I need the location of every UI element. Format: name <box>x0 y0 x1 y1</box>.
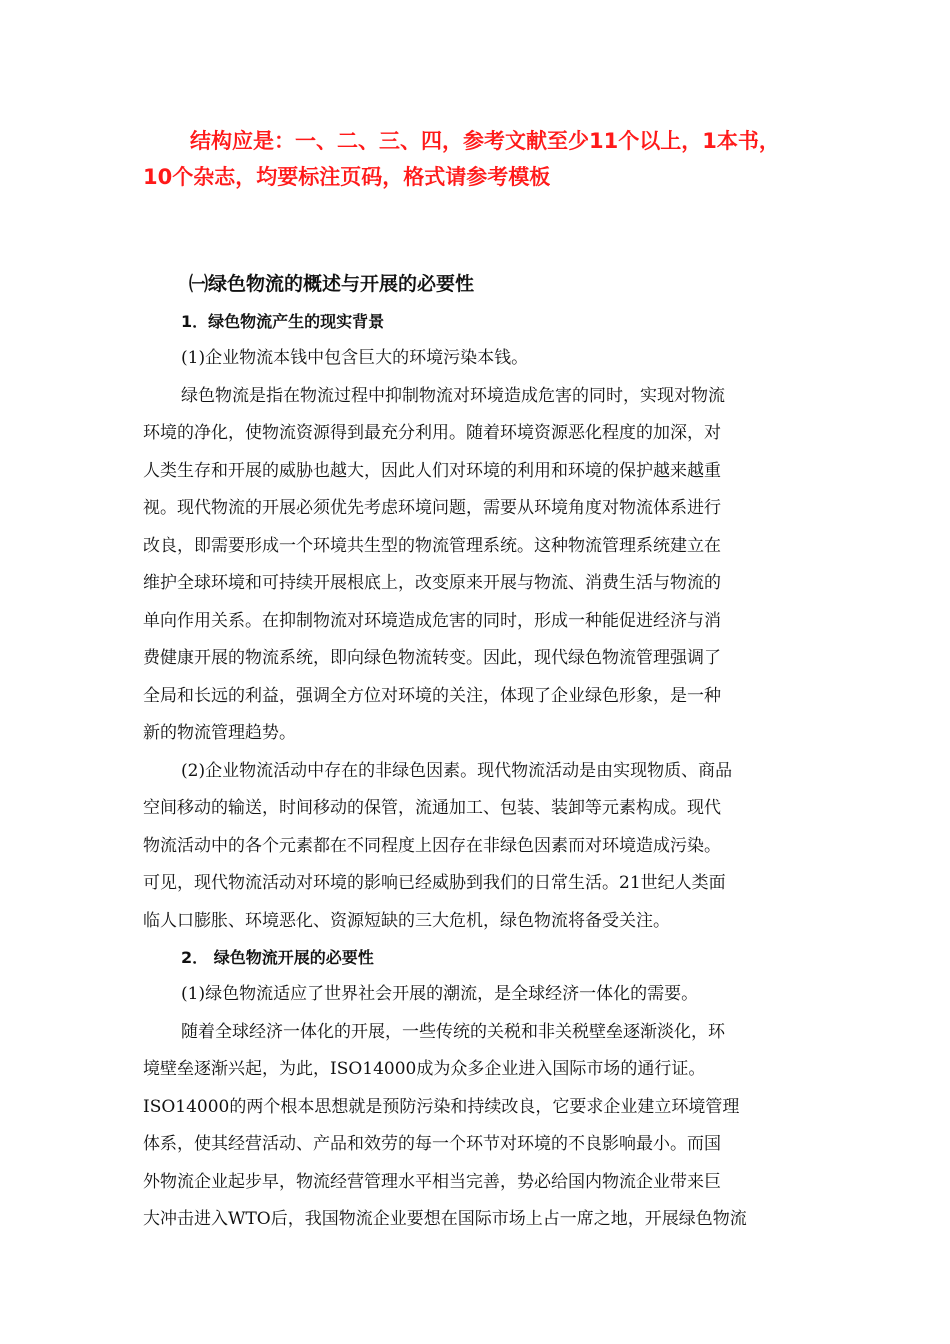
subsection-heading-2: 2． 绿色物流开展的必要性 <box>181 948 374 967</box>
paragraph-line: 视。现代物流的开展必须优先考虑环境问题，需要从环境角度对物流体系进行 <box>143 498 721 518</box>
paragraph-line: 改良，即需要形成一个环境共生型的物流管理系统。这种物流管理系统建立在 <box>143 535 721 556</box>
paragraph-line: 物流活动中的各个元素都在不同程度上因存在非绿色因素而对环境造成污染。 <box>143 835 721 856</box>
paragraph-line: (2)企业物流活动中存在的非绿色因素。现代物流活动是由实现物质、商品 <box>181 760 733 781</box>
subsection-heading-1: 1．绿色物流产生的现实背景 <box>181 312 385 331</box>
paragraph-line: 新的物流管理趋势。 <box>143 723 296 743</box>
paragraph-line: 空间移动的输送，时间移动的保管，流通加工、包装、装卸等元素构成。现代 <box>143 798 721 818</box>
paragraph-line: ISO14000的两个根本思想就是预防污染和持续改良，它要求企业建立环境管理 <box>143 1096 740 1117</box>
paragraph-line: 人类生存和开展的威胁也越大，因此人们对环境的利用和环境的保护越来越重 <box>143 460 721 481</box>
paragraph-line: 境壁垒逐渐兴起，为此，ISO14000成为众多企业进入国际市场的通行证。 <box>143 1059 706 1079</box>
paragraph-line: 临人口膨胀、环境恶化、资源短缺的三大危机，绿色物流将备受关注。 <box>143 910 670 931</box>
red-instruction-note <box>143 123 823 195</box>
section-heading: ㈠绿色物流的概述与开展的必要性 <box>189 273 475 295</box>
instruction-line-2: 10个杂志，均要标注页码，格式请参考模板 <box>143 165 551 189</box>
paragraph-line: 体系，使其经营活动、产品和效劳的每一个环节对环境的不良影响最小。而国 <box>143 1134 721 1154</box>
paragraph-line: 单向作用关系。在抑制物流对环境造成危害的同时，形成一种能促进经济与消 <box>143 610 721 631</box>
instruction-line-1: 结构应是：一、二、三、四，参考文献至少11个以上，1本书， <box>190 129 780 153</box>
paragraph-line: 费健康开展的物流系统，即向绿色物流转变。因此，现代绿色物流管理强调了 <box>143 648 721 668</box>
paragraph-line: 可见，现代物流活动对环境的影响已经威胁到我们的日常生活。21世纪人类面 <box>143 873 726 893</box>
paragraph-line: 全局和长远的利益，强调全方位对环境的关注，体现了企业绿色形象，是一种 <box>143 685 721 706</box>
paragraph-line: (1)绿色物流适应了世界社会开展的潮流，是全球经济一体化的需要。 <box>181 984 699 1004</box>
document-body <box>143 264 808 1239</box>
paragraph-line: 环境的净化，使物流资源得到最充分利用。随着环境资源恶化程度的加深，对 <box>143 423 721 443</box>
paragraph-line: 随着全球经济一体化的开展，一些传统的关税和非关税壁垒逐渐淡化，环 <box>181 1021 725 1042</box>
paragraph-line: 大冲击进入WTO后，我国物流企业要想在国际市场上占一席之地，开展绿色物流 <box>143 1209 747 1229</box>
paragraph-line: (1)企业物流本钱中包含巨大的环境污染本钱。 <box>181 348 529 368</box>
paragraph-line: 维护全球环境和可持续开展根底上，改变原来开展与物流、消费生活与物流的 <box>143 573 721 593</box>
paragraph-line: 外物流企业起步早，物流经营管理水平相当完善，势必给国内物流企业带来巨 <box>143 1171 721 1192</box>
paragraph-line: 绿色物流是指在物流过程中抑制物流对环境造成危害的同时，实现对物流 <box>181 385 725 406</box>
